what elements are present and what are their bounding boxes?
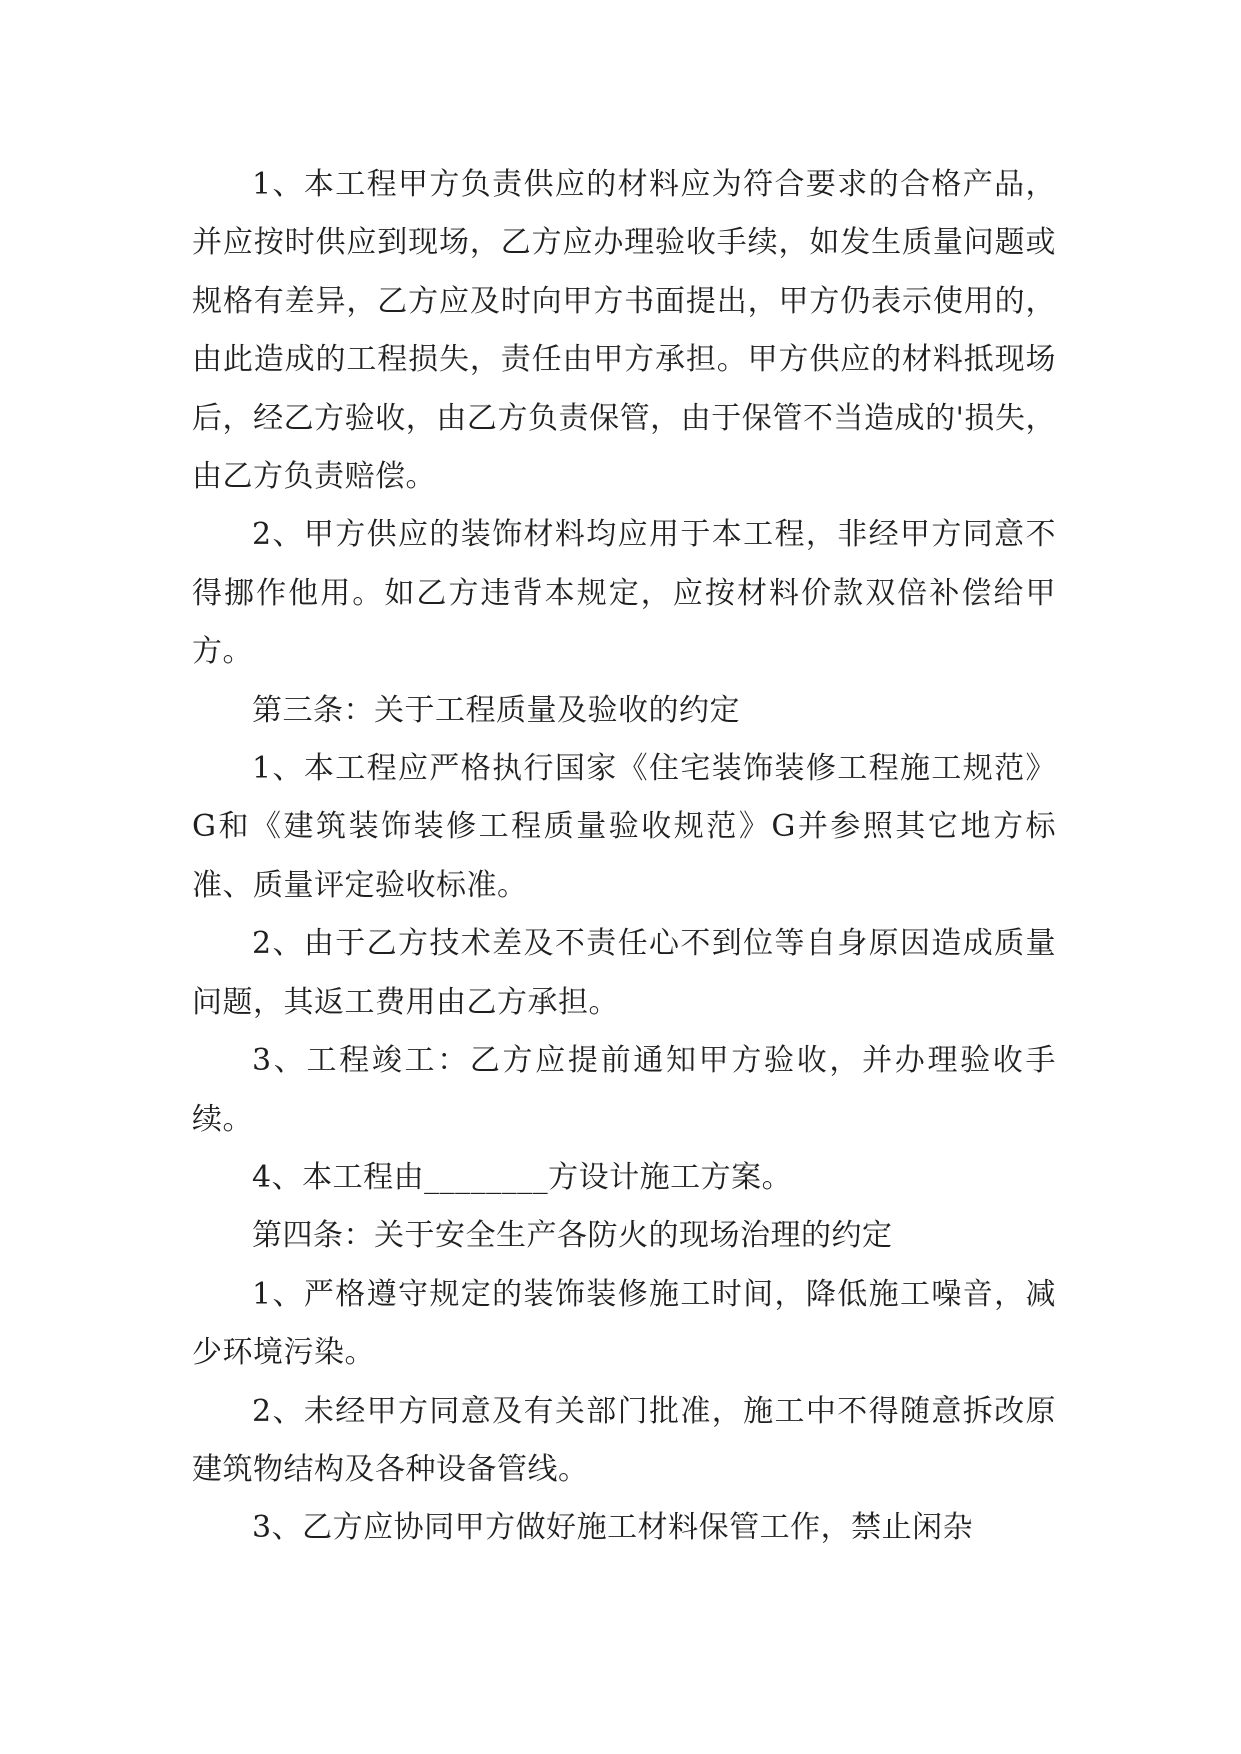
paragraph-rework-cost: 2、由于乙方技术差及不责任心不到位等自身原因造成质量问题，其返工费用由乙方承担。 bbox=[192, 926, 1056, 1020]
paragraph-design-party: 4、本工程由________方设计施工方案。 bbox=[252, 1159, 793, 1195]
article-four-heading: 第四条：关于安全生产各防火的现场治理的约定 bbox=[252, 1218, 893, 1254]
paragraph-material-supply: 1、本工程甲方负责供应的材料应为符合要求的合格产品，并应按时供应到现场，乙方应办理验收手续，如发生质量问题或规格有差异，乙方应及时向甲方书面提出，甲方仍表示使用的，由此造成的工程损失，责任由甲方承担。甲方供应的材料抵现场后，经乙方验收，由乙方负责保管，由于保管不当造成的'损失，由乙方负责赔偿。 bbox=[192, 167, 1056, 495]
article-three-heading: 第三条：关于工程质量及验收的约定 bbox=[252, 692, 740, 728]
paragraph-noise-control: 1、严格遵守规定的装饰装修施工时间，降低施工噪音，减少环境污染。 bbox=[192, 1276, 1056, 1371]
paragraph-structure-changes: 2、未经甲方同意及有关部门批准，施工中不得随意拆改原建筑物结构及各种设备管线。 bbox=[192, 1393, 1056, 1487]
paragraph-material-use: 2、甲方供应的装饰材料均应用于本工程，非经甲方同意不得挪作他用。如乙方违背本规定，应按材料价款双倍补偿给甲方。 bbox=[192, 517, 1056, 670]
paragraph-material-storage: 3、乙方应协同甲方做好施工材料保管工作，禁止闲杂 bbox=[252, 1510, 974, 1546]
document-body bbox=[192, 156, 1056, 1558]
paragraph-standards: 1、本工程应严格执行国家《住宅装饰装修工程施工规范》G和《建筑装饰装修工程质量验收规范》G并参照其它地方标准、质量评定验收标准。 bbox=[192, 751, 1056, 903]
paragraph-completion: 3、工程竣工：乙方应提前通知甲方验收，并办理验收手续。 bbox=[192, 1043, 1056, 1137]
